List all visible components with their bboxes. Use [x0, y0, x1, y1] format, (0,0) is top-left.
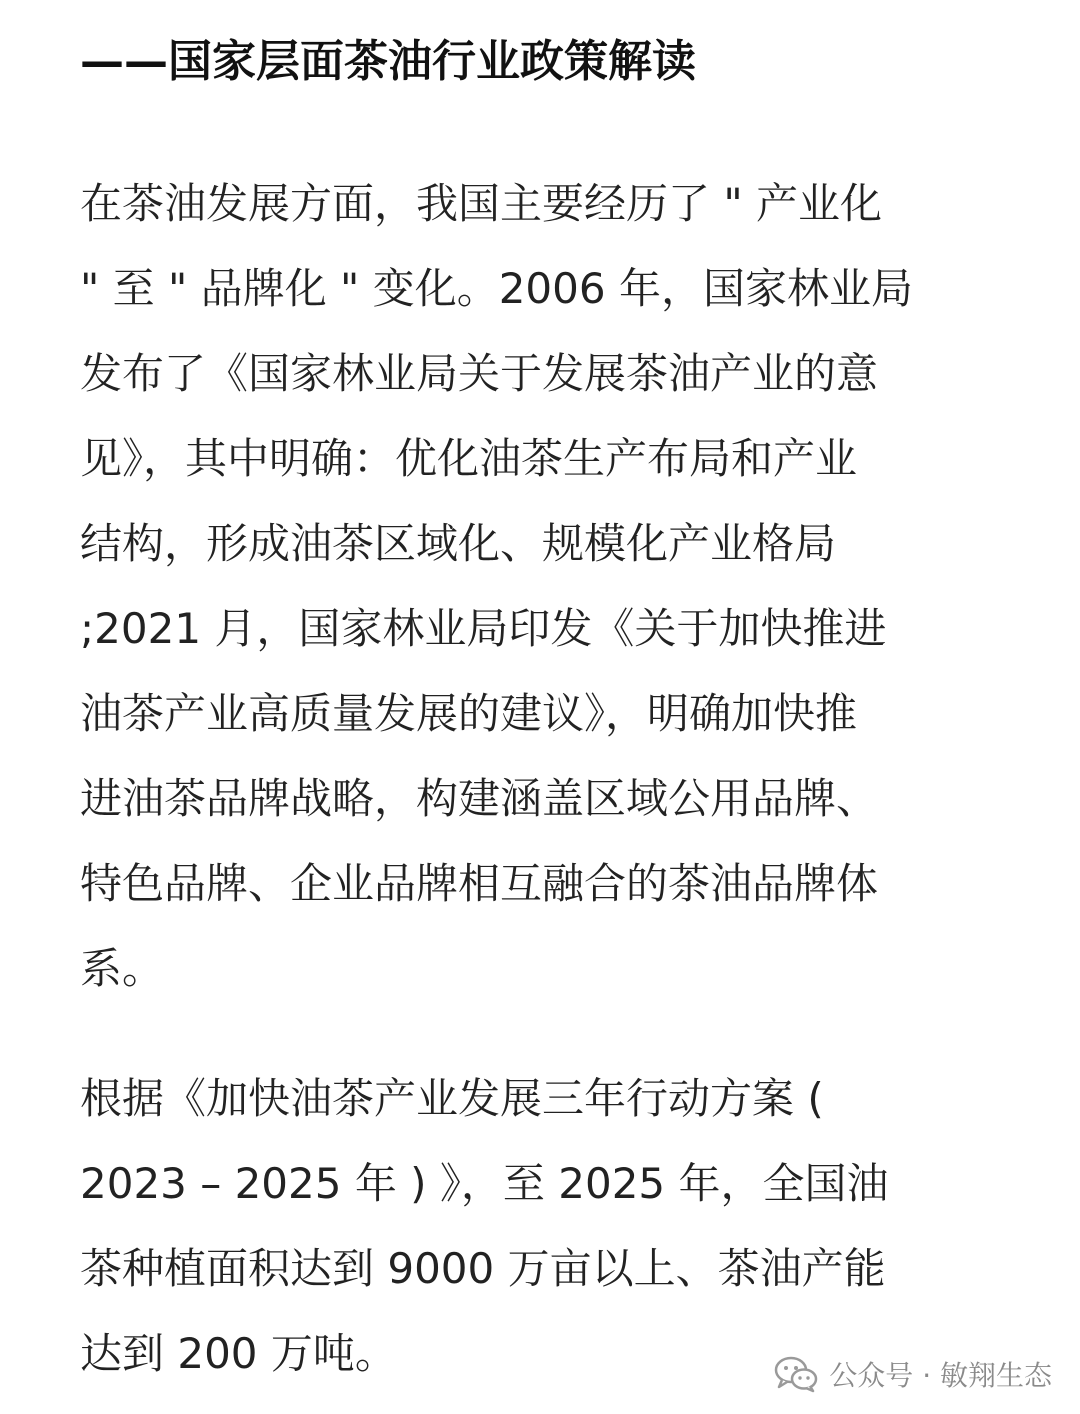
paragraph-policy-history: [80, 161, 1020, 1011]
text-line: 进油茶品牌战略，构建涵盖区域公用品牌、: [80, 774, 879, 823]
text-line: 见》，其中明确：优化油茶生产布局和产业: [80, 434, 858, 483]
section-heading: ——国家层面茶油行业政策解读: [80, 36, 696, 87]
wechat-icon: [773, 1354, 819, 1394]
text-line: 油茶产业高质量发展的建议》，明确加快推: [80, 689, 858, 738]
watermark: [773, 1352, 1052, 1396]
text-line: " 至 " 品牌化 " 变化。2006 年，国家林业局: [80, 264, 913, 313]
text-line: 系。: [80, 944, 165, 993]
paragraph-action-plan: [80, 1056, 1020, 1396]
text-line: 茶种植面积达到 9000 万亩以上、茶油产能: [80, 1244, 886, 1293]
text-line: 达到 200 万吨。: [80, 1329, 397, 1378]
text-line: 在茶油发展方面，我国主要经历了 " 产业化: [80, 179, 883, 228]
text-line: 根据《加快油茶产业发展三年行动方案 (: [80, 1074, 824, 1123]
text-line: 结构，形成油茶区域化、规模化产业格局: [80, 519, 837, 568]
text-line: ;2021 月，国家林业局印发《关于加快推进: [80, 604, 887, 653]
text-line: 2023 – 2025 年 ) 》，至 2025 年，全国油: [80, 1159, 889, 1208]
watermark-label: 公众号 · 敏翔生态: [829, 1359, 1052, 1392]
text-line: 特色品牌、企业品牌相互融合的茶油品牌体: [80, 859, 879, 908]
text-line: 发布了《国家林业局关于发展茶油产业的意: [80, 349, 879, 398]
